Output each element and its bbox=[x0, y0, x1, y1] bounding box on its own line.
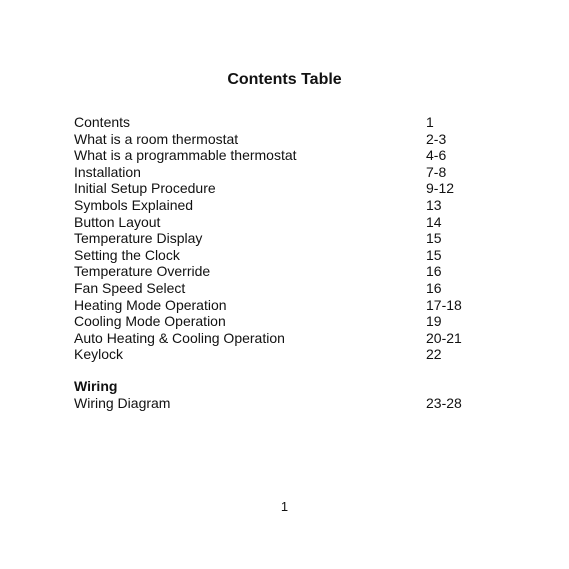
toc-entry bbox=[74, 114, 494, 131]
toc-entry bbox=[74, 297, 494, 314]
toc-entry-label: What is a room thermostat bbox=[74, 130, 239, 147]
toc-entry-label: Wiring Diagram bbox=[74, 394, 171, 411]
toc-entry-label: Contents bbox=[74, 114, 131, 130]
page-title: Contents Table bbox=[227, 71, 342, 88]
toc-entry bbox=[74, 280, 494, 297]
toc-entry bbox=[74, 131, 494, 148]
toc-entry bbox=[74, 313, 494, 330]
toc-entry-label: Temperature Override bbox=[74, 263, 211, 280]
toc-entry-pages: 19 bbox=[426, 313, 442, 330]
toc-entry-pages: 9-12 bbox=[426, 180, 455, 197]
toc-entry-pages: 15 bbox=[426, 246, 442, 263]
toc-entry-pages: 23-28 bbox=[426, 394, 462, 411]
page-number: 1 bbox=[280, 499, 289, 514]
toc-entry-pages: 20-21 bbox=[426, 329, 462, 346]
toc-entry-pages: 1 bbox=[426, 114, 434, 130]
toc-entry-label: Setting the Clock bbox=[74, 246, 180, 263]
toc-entry-pages: 17-18 bbox=[426, 296, 462, 313]
toc-entry-label: What is a programmable thermostat bbox=[74, 147, 297, 164]
toc-entry bbox=[74, 147, 494, 164]
toc-entry bbox=[74, 197, 494, 214]
toc-entry-label: Symbols Explained bbox=[74, 196, 194, 213]
toc-entry-pages: 22 bbox=[426, 346, 442, 363]
toc-entry bbox=[74, 164, 494, 181]
toc-entry bbox=[74, 395, 494, 412]
wiring-section bbox=[74, 378, 494, 411]
toc-entry bbox=[74, 247, 494, 264]
toc-entry-pages: 7-8 bbox=[426, 163, 447, 180]
toc-entry-pages: 2-3 bbox=[426, 130, 447, 147]
toc-entry-label: Heating Mode Operation bbox=[74, 296, 227, 313]
toc-entry bbox=[74, 263, 494, 280]
section-heading: Wiring bbox=[74, 378, 118, 394]
toc-entry-label: Keylock bbox=[74, 346, 124, 363]
toc-entry-pages: 16 bbox=[426, 263, 442, 280]
toc-entry-label: Cooling Mode Operation bbox=[74, 313, 226, 330]
toc-entry-label: Auto Heating & Cooling Operation bbox=[74, 329, 285, 346]
toc-entry bbox=[74, 180, 494, 197]
toc-entry-pages: 4-6 bbox=[426, 147, 447, 164]
toc-entry-label: Fan Speed Select bbox=[74, 279, 186, 296]
toc-entry-label: Button Layout bbox=[74, 213, 161, 230]
toc-entry bbox=[74, 330, 494, 347]
toc-entry bbox=[74, 230, 494, 247]
toc-entry-pages: 13 bbox=[426, 196, 442, 213]
toc-entry bbox=[74, 214, 494, 231]
toc-entry bbox=[74, 346, 494, 363]
table-of-contents bbox=[74, 114, 494, 363]
toc-entry-pages: 15 bbox=[426, 230, 442, 247]
toc-entry-label: Temperature Display bbox=[74, 230, 203, 247]
toc-entry-pages: 14 bbox=[426, 213, 442, 230]
toc-entry-pages: 16 bbox=[426, 279, 442, 296]
toc-entry-label: Initial Setup Procedure bbox=[74, 180, 216, 197]
toc-entry-label: Installation bbox=[74, 163, 141, 180]
